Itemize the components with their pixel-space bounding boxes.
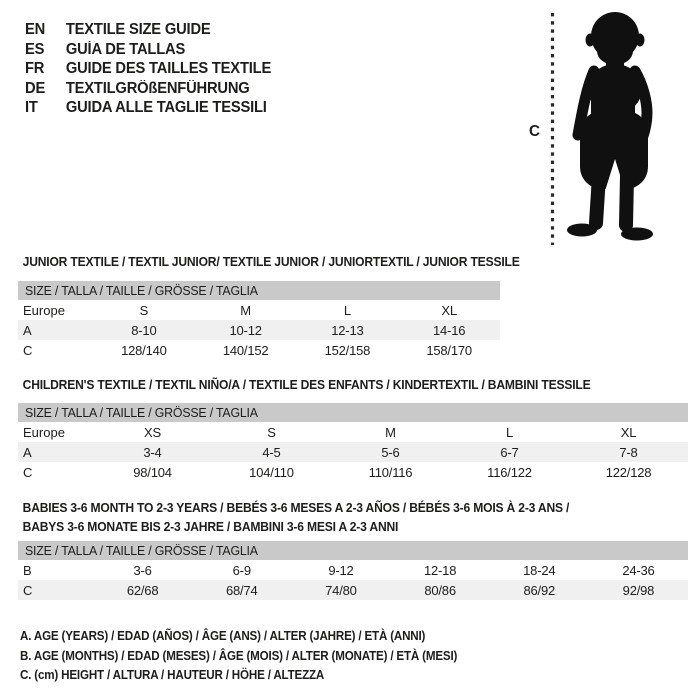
table-row (18, 422, 688, 442)
row-label: A (23, 444, 32, 460)
size-value: 14-16 (433, 322, 466, 338)
size-value: M (385, 424, 396, 440)
language-label: TEXTILE SIZE GUIDE (65, 21, 211, 38)
table-row (18, 340, 500, 360)
table-row (18, 442, 688, 462)
toddler-silhouette-image (563, 11, 660, 247)
size-value: 12-18 (423, 562, 457, 578)
size-header-label: SIZE / TALLA / TAILLE / GRÖSSE / TAGLIA (25, 283, 258, 298)
size-header-bar (18, 281, 500, 300)
language-label: GUIDA ALLE TAGLIE TESSILI (65, 99, 267, 117)
junior-textile-table (18, 252, 520, 360)
size-value: 122/128 (605, 464, 652, 480)
table-row (18, 320, 500, 340)
size-header-label: SIZE / TALLA / TAILLE / GRÖSSE / TAGLIA (25, 543, 258, 558)
size-header-bar (18, 541, 688, 560)
language-item (25, 40, 271, 60)
size-value: 68/74 (225, 582, 258, 598)
size-value: M (240, 302, 251, 318)
height-dotted-line (549, 11, 556, 247)
size-value: 74/80 (325, 582, 357, 598)
language-item (25, 79, 271, 99)
size-value: L (343, 302, 351, 318)
figure-measure-label-c: C (529, 123, 540, 140)
size-value: 128/140 (121, 342, 167, 358)
language-code: IT (25, 99, 38, 117)
size-value: XL (620, 424, 637, 440)
language-item (25, 20, 271, 40)
note-line: A. AGE (YEARS) / EDAD (AÑOS) / ÂGE (ANS) / ALTER (JAHRE) / ETÀ (ANNI) (20, 629, 426, 643)
size-value: 104/110 (249, 464, 294, 480)
size-value: 12-13 (331, 322, 364, 338)
size-value: L (505, 424, 514, 440)
size-header-bar (18, 403, 688, 422)
table-row (18, 580, 688, 600)
table-row (18, 462, 688, 482)
notes-list (20, 627, 490, 686)
size-value: 6-9 (232, 562, 251, 578)
size-value: 8-10 (131, 322, 157, 338)
row-label: Europe (23, 424, 65, 440)
note-line: B. AGE (MONTHS) / EDAD (MESES) / ÂGE (MOIS) / ALTER (MONATE) / ETÀ (MESI) (20, 648, 458, 663)
size-value: 152/158 (324, 342, 371, 358)
table-row (18, 560, 688, 580)
language-label: TEXTILGRÖßENFÜHRUNG (65, 79, 250, 97)
size-value: 24-36 (622, 562, 655, 578)
row-label: Europe (23, 302, 65, 318)
size-value: 110/116 (368, 464, 413, 480)
size-value: XL (441, 302, 457, 318)
language-label: GUÍA DE TALLAS (65, 40, 186, 58)
table-title: JUNIOR TEXTILE / TEXTIL JUNIOR/ TEXTILE JUNIOR / JUNIORTEXTIL / JUNIOR TESSILE (22, 254, 520, 269)
size-value: XS (144, 424, 161, 440)
table-title: BABYS 3-6 MONATE BIS 2-3 JAHRE / BAMBINI 3-6 MESI A 2-3 ANNI (22, 519, 399, 534)
note-line: C. (cm) HEIGHT / ALTURA / HAUTEUR / HÖHE / ALTEZZA (20, 668, 325, 682)
row-label: C (23, 582, 33, 598)
language-list (25, 20, 284, 118)
size-value: 140/152 (222, 342, 269, 358)
row-label: A (23, 322, 32, 338)
size-value: 10-12 (229, 322, 262, 338)
language-item (25, 98, 271, 118)
size-value: 62/68 (126, 582, 159, 598)
row-label: C (23, 464, 33, 480)
size-value: 98/104 (133, 464, 172, 480)
size-value: 3-4 (143, 444, 162, 460)
size-value: 80/86 (424, 582, 456, 598)
size-value: 9-12 (328, 562, 354, 578)
table-row (18, 300, 500, 320)
table-title: BABIES 3-6 MONTH TO 2-3 YEARS / BEBÉS 3-6 MESES A 2-3 AÑOS / BÉBÉS 3-6 MOIS À 2-3 ANS / (22, 500, 570, 515)
row-label: B (23, 562, 32, 578)
size-header-label: SIZE / TALLA / TAILLE / GRÖSSE / TAGLIA (25, 405, 258, 420)
childrens-textile-table (18, 375, 688, 482)
size-value: 7-8 (619, 444, 638, 460)
size-value: 18-24 (523, 562, 556, 578)
row-label: C (23, 342, 33, 358)
size-value: 5-6 (381, 444, 400, 460)
size-value: 92/98 (622, 582, 655, 598)
size-value: 6-7 (500, 444, 519, 460)
size-value: 4-5 (262, 444, 281, 460)
size-value: 86/92 (523, 582, 556, 598)
size-value: S (267, 424, 276, 440)
size-value: 116/122 (487, 464, 532, 480)
table-title: CHILDREN'S TEXTILE / TEXTIL NIÑO/A / TEXTILE DES ENFANTS / KINDERTEXTIL / BAMBINI TESSILE (22, 377, 591, 392)
language-code: ES (25, 40, 45, 58)
language-code: EN (25, 21, 46, 38)
language-code: FR (25, 60, 45, 78)
babies-textile-table (18, 498, 688, 600)
size-value: 3-6 (133, 562, 152, 578)
size-value: S (139, 302, 149, 318)
language-item (25, 59, 271, 79)
size-value: 158/170 (426, 342, 472, 358)
language-code: DE (25, 79, 46, 97)
language-label: GUIDE DES TAILLES TEXTILE (65, 60, 272, 78)
